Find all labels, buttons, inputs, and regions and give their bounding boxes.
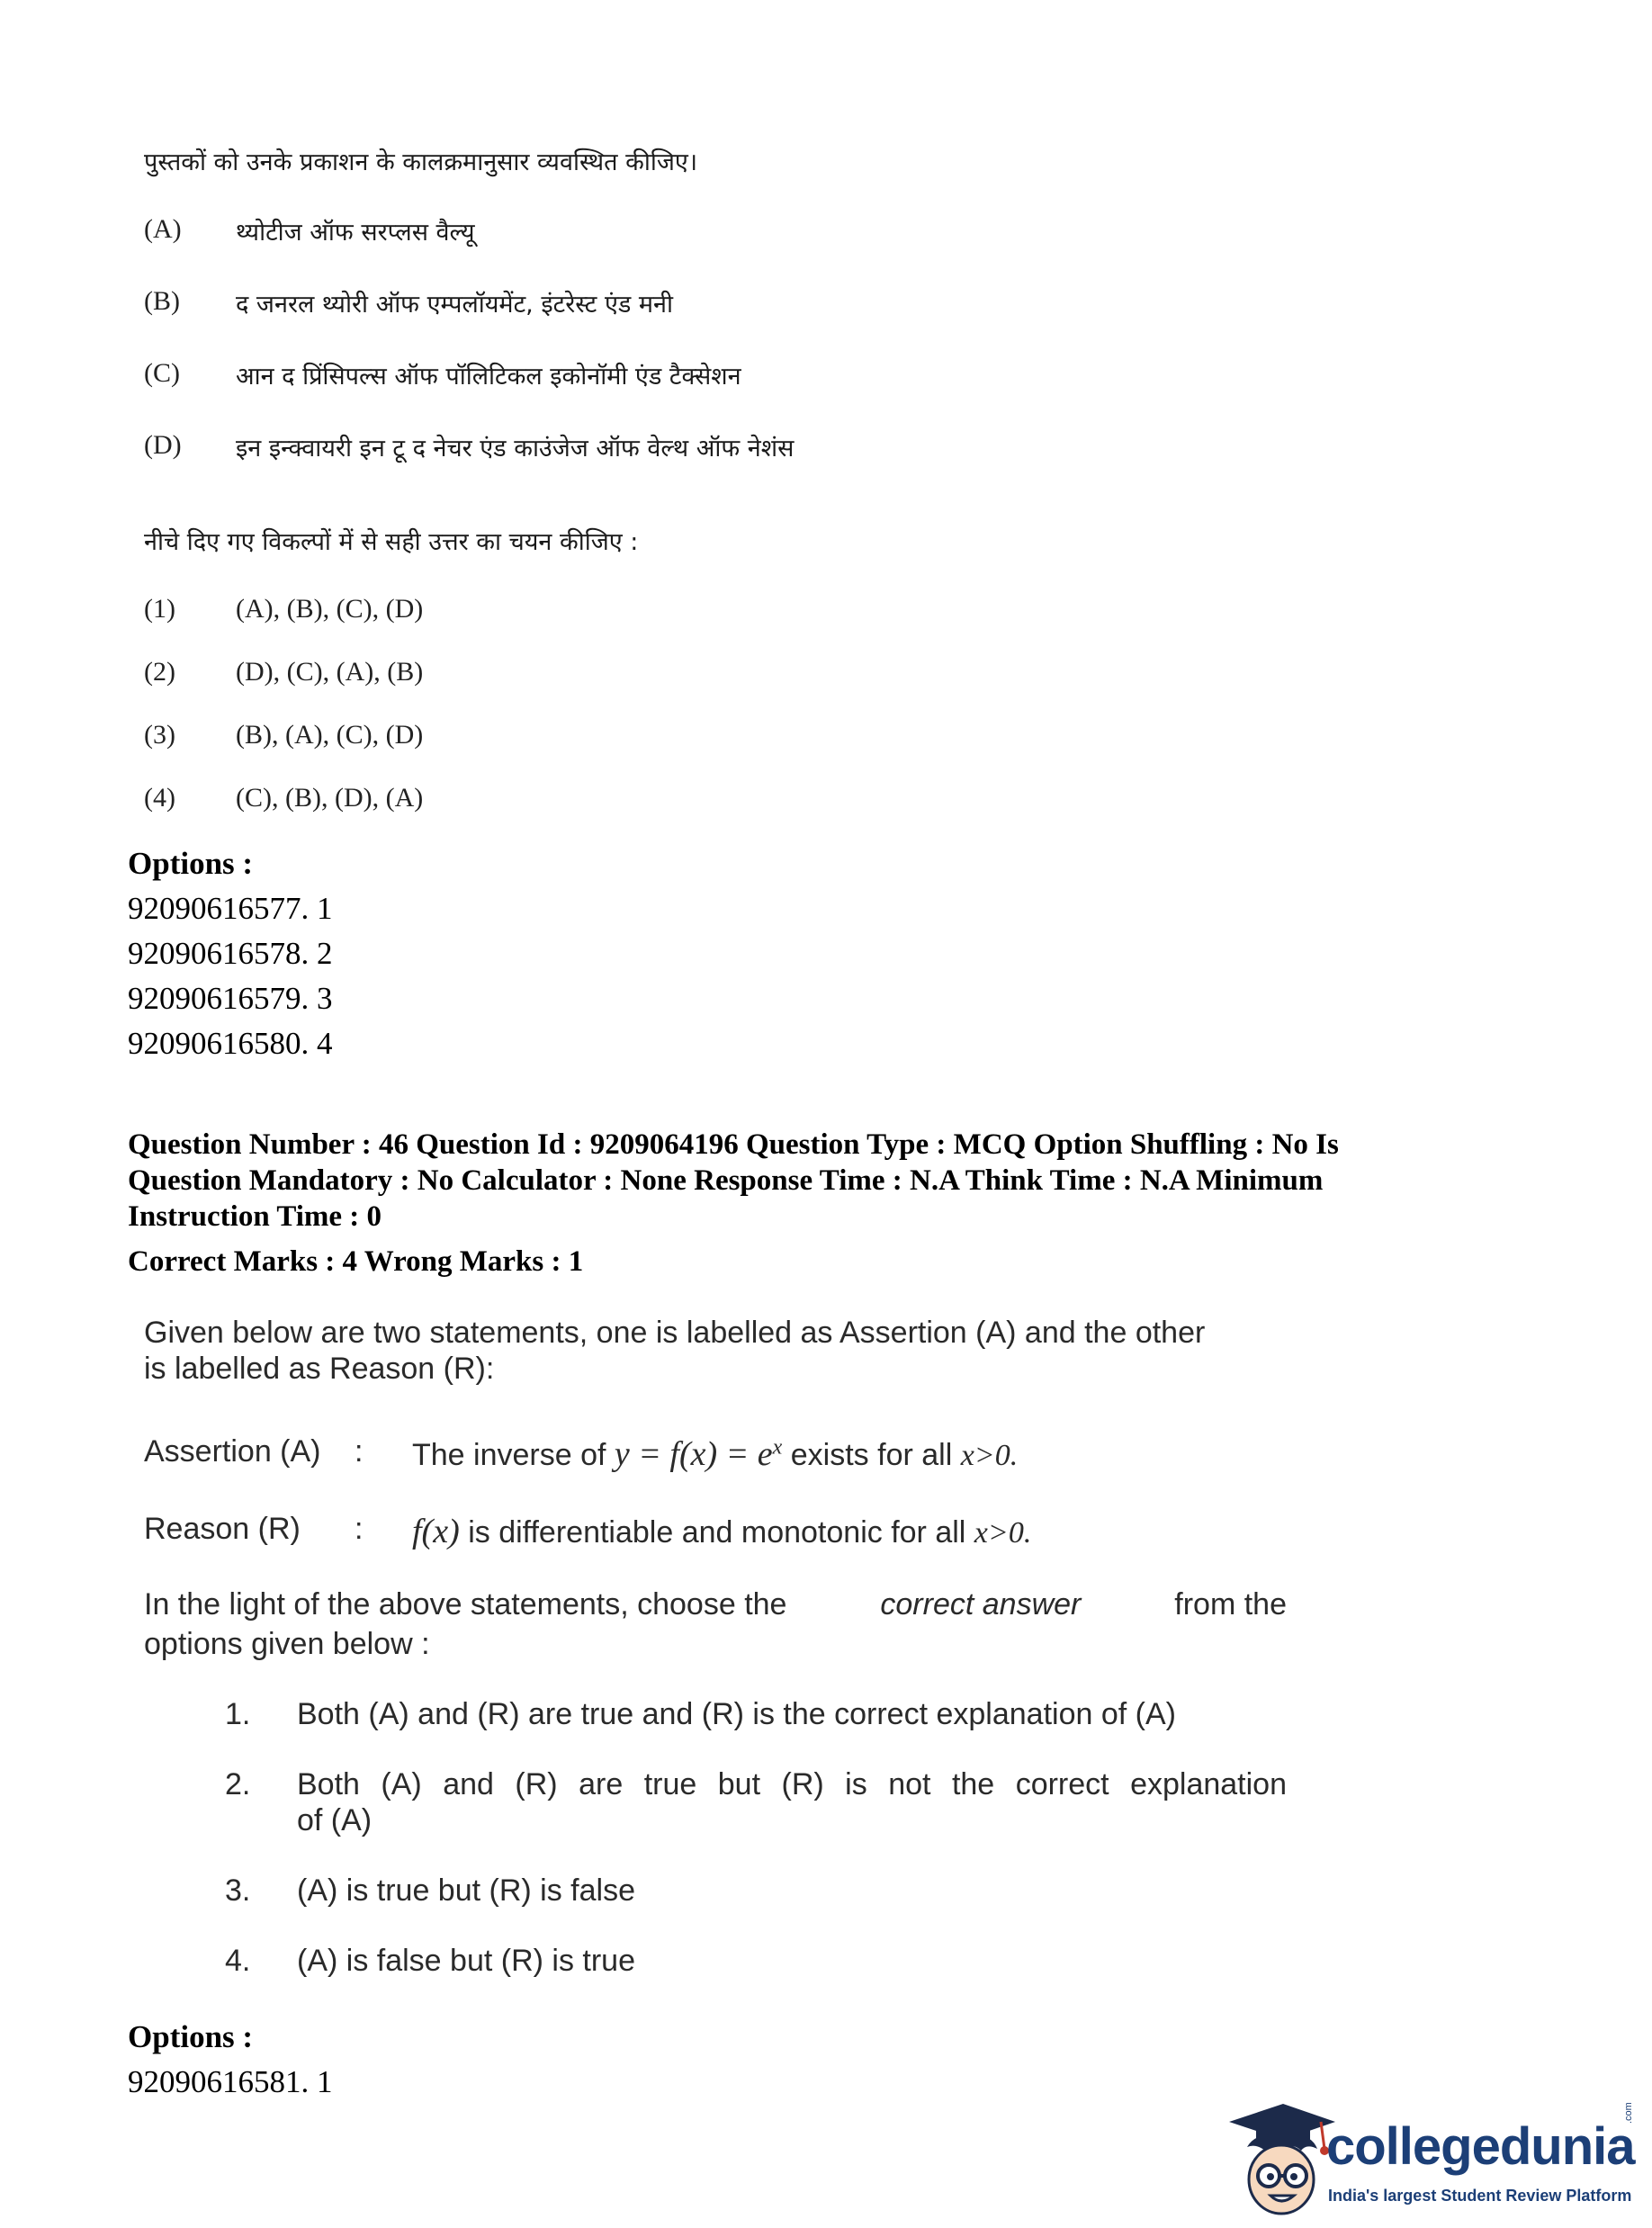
q45-options-heading: Options : (128, 846, 254, 881)
q46-choice-number: 4. (225, 1944, 251, 1978)
q45-item-text: इन इन्क्वायरी इन टू द नेचर एंड काउंजेज ऑफ वेल्थ ऑफ नेशंस (236, 435, 795, 463)
q46-choice-number: 2. (225, 1767, 251, 1801)
reason-math: f(x) (412, 1513, 460, 1550)
assertion-text-before: The inverse of (412, 1438, 606, 1472)
q46-meta-line: Question Number : 46 Question Id : 9209064196 Question Type : MCQ Option Shuffling : No Is (128, 1128, 1339, 1161)
assertion-math: y = f(x) = e (614, 1435, 773, 1473)
q46-colon: : (355, 1434, 364, 1469)
q45-option: 92090616579. 3 (128, 981, 333, 1016)
assertion-superscript: x (772, 1435, 783, 1460)
q45-option: 92090616580. 4 (128, 1026, 333, 1061)
q46-assertion-label: Assertion (A) (144, 1434, 321, 1469)
q45-choice-text: (A), (B), (C), (D) (236, 594, 424, 624)
light-text-b: from the (1174, 1587, 1287, 1622)
assertion-condition: x>0. (960, 1439, 1019, 1472)
q45-instruction: पुस्तकों को उनके प्रकाशन के कालक्रमानुसार व्यवस्थित कीजिए। (144, 148, 698, 176)
assertion-text-after: exists for all (790, 1438, 953, 1472)
q46-meta-line: Question Mandatory : No Calculator : None Response Time : N.A Think Time : N.A Minimum (128, 1164, 1324, 1197)
q46-colon: : (355, 1512, 364, 1546)
q46-options-heading: Options : (128, 2019, 254, 2054)
q45-option: 92090616578. 2 (128, 936, 333, 971)
q45-item-label: (A) (144, 214, 182, 244)
q45-choice-number: (3) (144, 720, 175, 750)
q45-choose-text: नीचे दिए गए विकल्पों में से सही उत्तर का चयन कीजिए : (144, 528, 639, 556)
q46-assertion-statement (412, 1434, 1018, 1474)
light-text-a: In the light of the above statements, choose the (144, 1587, 787, 1622)
q45-choice-number: (4) (144, 783, 175, 813)
q46-option: 92090616581. 1 (128, 2064, 333, 2099)
q46-reason-statement (412, 1512, 1031, 1551)
q46-choice-text: (A) is true but (R) is false (297, 1873, 635, 1908)
q46-choice-number: 1. (225, 1697, 251, 1731)
q46-choice-text: Both (A) and (R) are true but (R) is not the correct explanation (297, 1767, 1287, 1801)
q46-intro-line: is labelled as Reason (R): (144, 1352, 495, 1386)
q46-light-line (144, 1587, 1287, 1622)
light-emphasis: correct answer (880, 1587, 1082, 1622)
q46-choice-text: Both (A) and (R) are true and (R) is the correct explanation of (A) (297, 1697, 1176, 1731)
q45-choice-text: (D), (C), (A), (B) (236, 657, 424, 687)
q46-choice-text: (A) is false but (R) is true (297, 1944, 635, 1978)
q45-item-label: (B) (144, 286, 180, 316)
q45-item-text: थ्योटीज ऑफ सरप्लस वैल्यू (236, 219, 475, 247)
q45-choice-number: (1) (144, 594, 175, 624)
q46-intro-line: Given below are two statements, one is labelled as Assertion (A) and the other (144, 1316, 1206, 1350)
q46-reason-label: Reason (R) (144, 1512, 301, 1546)
q46-meta-line: Instruction Time : 0 (128, 1200, 382, 1233)
q45-item-label: (C) (144, 358, 180, 388)
q46-choice-number: 3. (225, 1873, 251, 1908)
q45-item-text: द जनरल थ्योरी ऑफ एम्पलॉयमेंट, इंटरेस्ट एंड मनी (236, 291, 674, 319)
q46-marks: Correct Marks : 4 Wrong Marks : 1 (128, 1245, 584, 1278)
q46-choice-text-cont: of (A) (297, 1803, 373, 1837)
q45-choice-text: (B), (A), (C), (D) (236, 720, 424, 750)
q45-choice-text: (C), (B), (D), (A) (236, 783, 424, 813)
reason-text: is differentiable and monotonic for all (468, 1515, 966, 1550)
q45-item-label: (D) (144, 430, 182, 460)
q45-item-text: आन द प्रिंसिपल्स ऑफ पॉलिटिकल इकोनॉमी एंड टैक्सेशन (236, 363, 741, 391)
q45-option: 92090616577. 1 (128, 891, 333, 926)
student-mascot-icon (1220, 2097, 1337, 2223)
brand-logo (1220, 2097, 1643, 2223)
brand-dot-com: .com (1623, 2102, 1634, 2124)
q46-light-line2: options given below : (144, 1627, 430, 1661)
q45-choice-number: (2) (144, 657, 175, 687)
brand-tagline: India's largest Student Review Platform (1328, 2187, 1632, 2205)
reason-condition: x>0. (974, 1516, 1032, 1550)
brand-name: collegedunia (1326, 2117, 1635, 2176)
